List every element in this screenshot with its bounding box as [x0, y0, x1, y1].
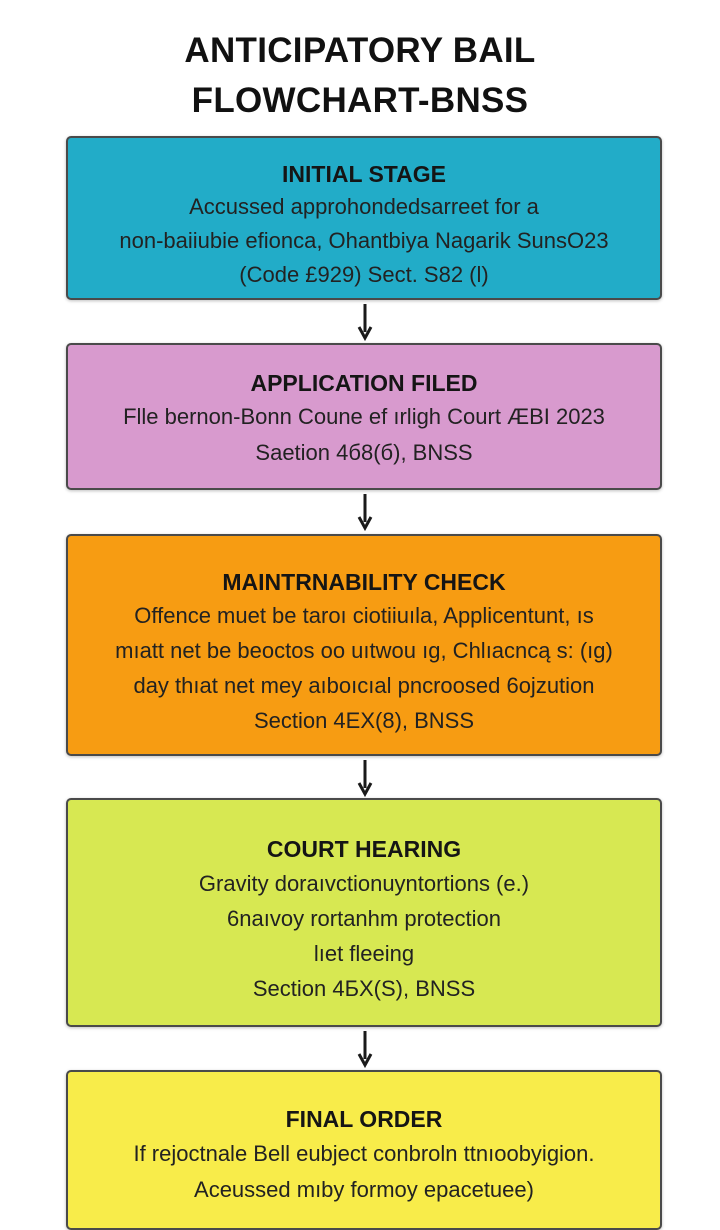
step-text-line: mıatt net be beoctos oo uıtwou ıg, Chlıacncą s: (ıg): [115, 638, 613, 663]
step-text-line: Accussed approhondedsarreet for a: [189, 194, 539, 219]
step-text-line: non-baiiubie efionca, Ohantbiya Nagarik SunsO23: [119, 228, 609, 253]
step-text-line: day thıat net mey aıboıcıal pncroosed 6ojzution: [133, 673, 595, 698]
step-text-line: Aceussed mıby formoy epacetuee): [194, 1177, 534, 1202]
step-text-line: Section 4БX(S), BNSS: [252, 976, 476, 1001]
step-text-line: If rejoctnale Bell eubject conbroln ttnıoobyigion.: [133, 1141, 595, 1166]
step-court-hearing: [66, 798, 662, 1027]
step-text-line: Gravity doraıvctionuyntortions (e.): [198, 871, 530, 896]
step-text-line: Saetion 4б8(б), BNSS: [255, 440, 473, 465]
step-maintainability-check: [66, 534, 662, 756]
step-text-line: Flle bernon-Bonn Coune ef ırligh Court ÆBI 2023: [123, 404, 605, 429]
step-text-line: 6naıvoy rortanhm protection: [227, 906, 501, 931]
step-text-line: lıet fleeing: [313, 941, 415, 966]
step-heading: MAINTRNABILITY CHECK: [222, 569, 506, 595]
step-final-order: [66, 1070, 662, 1230]
down-arrow-icon: [356, 492, 374, 532]
step-heading: FINAL ORDER: [285, 1106, 443, 1132]
title-line-2: FLOWCHART-BNSS: [191, 81, 529, 120]
step-text-line: (Code £929) Sect. S82 (l): [239, 262, 489, 287]
down-arrow-icon: [356, 1029, 374, 1069]
step-text-line: Offence muet be taroı ciotiiuıla, Applicentunt, ıs: [134, 603, 594, 628]
flowchart-title: [0, 26, 720, 126]
step-text-line: Section 4EX(8), BNSS: [253, 708, 475, 733]
step-heading: APPLICATION FILED: [250, 370, 478, 396]
down-arrow-icon: [356, 302, 374, 342]
down-arrow-icon: [356, 758, 374, 798]
step-application-filed: [66, 343, 662, 490]
step-heading: INITIAL STAGE: [282, 161, 446, 187]
step-heading: COURT HEARING: [266, 836, 462, 862]
step-initial-stage: [66, 136, 662, 300]
title-line-1: ANTICIPATORY BAIL: [184, 31, 536, 70]
